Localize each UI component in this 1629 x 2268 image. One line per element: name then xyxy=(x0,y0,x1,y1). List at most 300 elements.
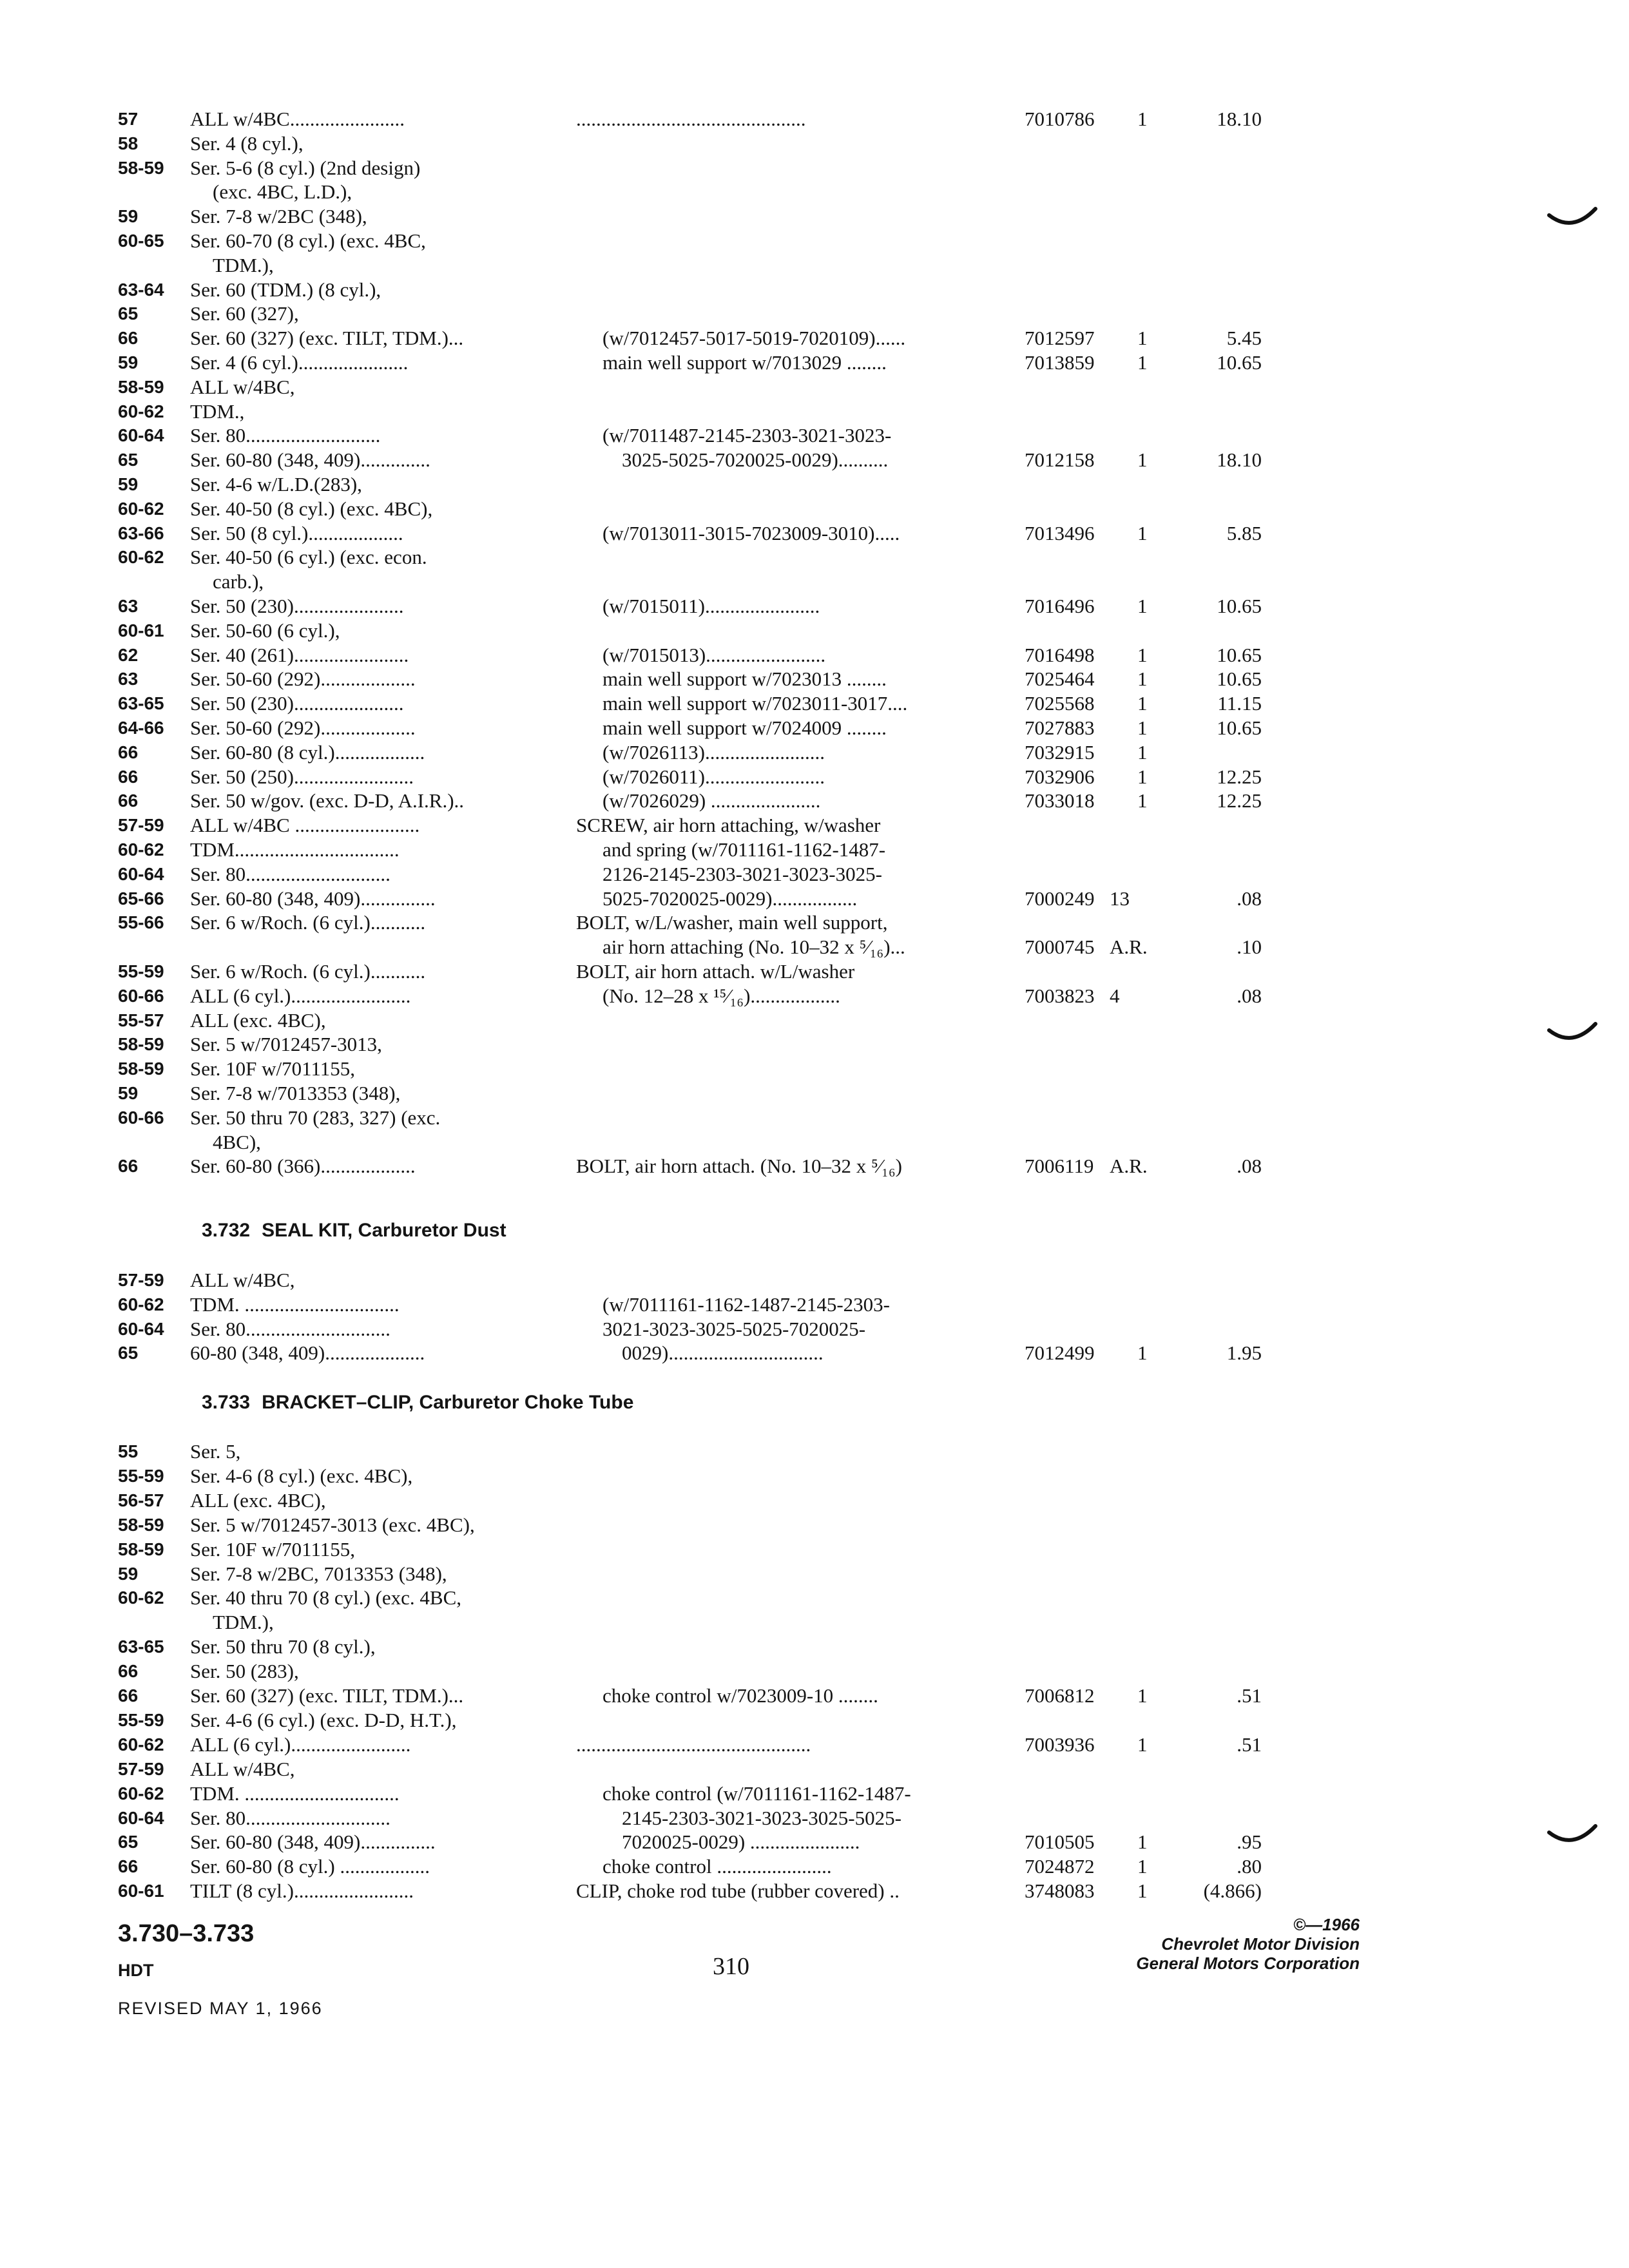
quantity: A.R. xyxy=(1110,936,1148,958)
table-row xyxy=(0,1537,1629,1562)
application: ALL (exc. 4BC), xyxy=(190,1489,326,1512)
description: BOLT, air horn attach. w/L/washer xyxy=(576,960,855,983)
table-row xyxy=(0,984,1629,1008)
quantity: 1 xyxy=(1137,1879,1148,1902)
price: (4.866) xyxy=(1203,1879,1262,1902)
application: Ser. 5, xyxy=(190,1440,241,1463)
description: and spring (w/7011161-1162-1487- xyxy=(602,838,886,861)
application: Ser. 50 w/gov. (exc. D-D, A.I.R.).. xyxy=(190,789,465,812)
quantity: 1 xyxy=(1137,668,1148,690)
price: 1.95 xyxy=(1226,1341,1262,1364)
application: Ser. 5 w/7012457-3013 (exc. 4BC), xyxy=(190,1514,475,1536)
quantity: 1 xyxy=(1137,595,1148,617)
table-row xyxy=(0,1659,1629,1684)
table-row xyxy=(0,545,1629,570)
quantity: 1 xyxy=(1137,522,1148,544)
table-row xyxy=(0,1830,1629,1854)
table-row xyxy=(0,1782,1629,1806)
application: Ser. 50 thru 70 (283, 327) (exc. xyxy=(190,1106,441,1129)
table-row xyxy=(0,1106,1629,1130)
description: SCREW, air horn attaching, w/washer xyxy=(576,814,881,836)
part-number: 7027883 xyxy=(1025,716,1095,739)
model-year: 63-65 xyxy=(118,693,164,713)
table-row xyxy=(0,302,1629,326)
price: .08 xyxy=(1237,985,1262,1007)
description: choke control (w/7011161-1162-1487- xyxy=(602,1782,911,1805)
table-row xyxy=(0,862,1629,887)
quantity: 1 xyxy=(1137,765,1148,788)
application: Ser. 60 (TDM.) (8 cyl.), xyxy=(190,278,381,301)
table-row xyxy=(0,667,1629,691)
model-year: 66 xyxy=(118,767,139,787)
model-year: 55-59 xyxy=(118,1710,164,1730)
model-year: 66 xyxy=(118,1856,139,1876)
model-year: 60-61 xyxy=(118,1881,164,1901)
description: 5025-7020025-0029)................. xyxy=(602,887,858,910)
model-year: 55-66 xyxy=(118,912,164,932)
model-year: 59 xyxy=(118,352,139,372)
application: TDM. ............................... xyxy=(190,1782,400,1805)
application: Ser. 50 (283), xyxy=(190,1660,299,1682)
table-row xyxy=(0,448,1629,472)
model-year: 60-62 xyxy=(118,840,164,860)
table-row xyxy=(0,1081,1629,1106)
part-number: 3748083 xyxy=(1025,1879,1095,1902)
table-row xyxy=(0,180,1629,204)
application: Ser. 5 w/7012457-3013, xyxy=(190,1033,382,1055)
table-row xyxy=(0,1008,1629,1033)
description: 2145-2303-3021-3023-3025-5025- xyxy=(622,1807,901,1829)
quantity: 1 xyxy=(1137,1684,1148,1707)
price: 11.15 xyxy=(1217,692,1262,715)
table-row xyxy=(0,1268,1629,1293)
section-title: SEAL KIT, Carburetor Dust xyxy=(262,1220,506,1241)
price: 5.45 xyxy=(1226,327,1262,349)
description: BOLT, w/L/washer, main well support, xyxy=(576,911,888,934)
description: choke control w/7023009-10 ........ xyxy=(602,1684,878,1707)
description: (w/7015013)........................ xyxy=(602,644,826,666)
section-heading xyxy=(202,1220,506,1242)
application: Ser. 4 (8 cyl.), xyxy=(190,132,304,155)
quantity: 1 xyxy=(1137,741,1148,764)
model-year: 60-62 xyxy=(118,547,164,567)
table-row xyxy=(0,838,1629,862)
quantity: 1 xyxy=(1137,692,1148,715)
model-year: 60-65 xyxy=(118,231,164,251)
part-number: 7012597 xyxy=(1025,327,1095,349)
application: Ser. 7-8 w/2BC (348), xyxy=(190,205,367,227)
table-row xyxy=(0,253,1629,278)
part-number: 7006812 xyxy=(1025,1684,1095,1707)
model-year: 63-66 xyxy=(118,523,164,543)
model-year: 60-62 xyxy=(118,499,164,519)
application: Ser. 40-50 (6 cyl.) (exc. econ. xyxy=(190,546,427,568)
description: choke control ....................... xyxy=(602,1855,832,1878)
application: ALL w/4BC ......................... xyxy=(190,814,420,836)
part-number: 7010786 xyxy=(1025,108,1095,130)
model-year: 66 xyxy=(118,791,139,811)
application: Ser. 60-80 (8 cyl.).................. xyxy=(190,741,425,764)
table-row xyxy=(0,156,1629,180)
application: (exc. 4BC, L.D.), xyxy=(213,180,352,203)
application: Ser. 7-8 w/7013353 (348), xyxy=(190,1082,401,1104)
application: Ser. 80........................... xyxy=(190,424,381,447)
application: Ser. 60-80 (348, 409)............... xyxy=(190,1831,436,1853)
table-row xyxy=(0,1439,1629,1464)
application: TDM. ............................... xyxy=(190,1293,400,1316)
application: Ser. 60-80 (348, 409).............. xyxy=(190,448,430,471)
table-row xyxy=(0,521,1629,546)
footer-section-range: 3.730–3.733 xyxy=(118,1920,255,1947)
description: 2126-2145-2303-3021-3023-3025- xyxy=(602,863,882,885)
table-row xyxy=(0,887,1629,911)
description: ............................................... xyxy=(576,1733,811,1756)
table-row xyxy=(0,399,1629,424)
table-row xyxy=(0,1464,1629,1488)
table-row xyxy=(0,1032,1629,1057)
model-year: 59 xyxy=(118,1564,139,1584)
description: .............................................. xyxy=(576,108,806,130)
model-year: 66 xyxy=(118,1686,139,1706)
section-title: BRACKET–CLIP, Carburetor Choke Tube xyxy=(262,1392,634,1413)
model-year: 64-66 xyxy=(118,718,164,738)
application: ALL (6 cyl.)........................ xyxy=(190,1733,411,1756)
quantity: 1 xyxy=(1137,108,1148,130)
application: Ser. 7-8 w/2BC, 7013353 (348), xyxy=(190,1562,447,1585)
model-year: 65-66 xyxy=(118,889,164,908)
application: Ser. 50 (230)...................... xyxy=(190,692,404,715)
part-number: 7000745 xyxy=(1025,936,1095,958)
application: Ser. 50 (250)........................ xyxy=(190,765,414,788)
quantity: 1 xyxy=(1137,1341,1148,1364)
model-year: 60-61 xyxy=(118,620,164,640)
table-row xyxy=(0,472,1629,497)
description: (w/7026011)........................ xyxy=(602,765,825,788)
model-year: 60-64 xyxy=(118,864,164,884)
description: (w/7012457-5017-5019-7020109)...... xyxy=(602,327,906,349)
quantity: 4 xyxy=(1110,985,1120,1007)
table-row xyxy=(0,1513,1629,1537)
copyright: ©—1966 xyxy=(1293,1915,1360,1934)
quantity: 1 xyxy=(1137,448,1148,471)
part-number: 7016496 xyxy=(1025,595,1095,617)
table-row xyxy=(0,423,1629,448)
price: .80 xyxy=(1237,1855,1262,1878)
application: Ser. 5-6 (8 cyl.) (2nd design) xyxy=(190,157,421,179)
model-year: 66 xyxy=(118,1156,139,1176)
table-row xyxy=(0,959,1629,984)
description: 0029)............................... xyxy=(622,1341,824,1364)
description: (w/7011161-1162-1487-2145-2303- xyxy=(602,1293,890,1316)
part-number: 7010505 xyxy=(1025,1831,1095,1853)
model-year: 66 xyxy=(118,742,139,762)
part-number: 7032906 xyxy=(1025,765,1095,788)
part-number: 7000249 xyxy=(1025,887,1095,910)
application: Ser. 60 (327), xyxy=(190,302,299,325)
application: Ser. 6 w/Roch. (6 cyl.)........... xyxy=(190,960,426,983)
application: 4BC), xyxy=(213,1131,261,1153)
table-row xyxy=(0,813,1629,838)
application: Ser. 4 (6 cyl.)...................... xyxy=(190,351,409,374)
model-year: 55-59 xyxy=(118,1466,164,1486)
model-year: 65 xyxy=(118,1832,139,1852)
description: main well support w/7024009 ........ xyxy=(602,716,887,739)
quantity: 1 xyxy=(1137,789,1148,812)
model-year: 63 xyxy=(118,669,139,689)
table-row xyxy=(0,1879,1629,1903)
description: BOLT, air horn attach. (No. 10–32 x ⁵⁄₁₆) xyxy=(576,1155,902,1177)
application: Ser. 60-80 (348, 409)............... xyxy=(190,887,436,910)
quantity: 1 xyxy=(1137,644,1148,666)
section-number: 3.733 xyxy=(202,1392,251,1413)
binder-hole-mark-top xyxy=(1547,206,1598,232)
table-row xyxy=(0,740,1629,765)
table-row xyxy=(0,570,1629,594)
part-number: 7024872 xyxy=(1025,1855,1095,1878)
model-year: 58 xyxy=(118,133,139,153)
table-row xyxy=(0,643,1629,668)
model-year: 59 xyxy=(118,1083,139,1103)
part-number: 7013859 xyxy=(1025,351,1095,374)
description: 7020025-0029) ...................... xyxy=(622,1831,860,1853)
table-row xyxy=(0,1610,1629,1635)
model-year: 63 xyxy=(118,596,139,616)
model-year: 57-59 xyxy=(118,1759,164,1779)
application: Ser. 40 (261)....................... xyxy=(190,644,409,666)
table-row xyxy=(0,131,1629,156)
description: main well support w/7023013 ........ xyxy=(602,668,887,690)
description: (w/7015011)....................... xyxy=(602,595,820,617)
table-row xyxy=(0,1154,1629,1178)
application: Ser. 4-6 (6 cyl.) (exc. D-D, H.T.), xyxy=(190,1709,457,1731)
application: ALL w/4BC, xyxy=(190,1269,295,1291)
price: 12.25 xyxy=(1217,765,1262,788)
model-year: 60-62 xyxy=(118,1588,164,1608)
model-year: 56-57 xyxy=(118,1490,164,1510)
model-year: 60-62 xyxy=(118,1735,164,1754)
application: Ser. 50-60 (292)................... xyxy=(190,668,416,690)
part-number: 7012158 xyxy=(1025,448,1095,471)
application: Ser. 60-80 (8 cyl.) .................. xyxy=(190,1855,430,1878)
description: 3025-5025-7020025-0029).......... xyxy=(622,448,889,471)
table-row xyxy=(0,1130,1629,1155)
table-row xyxy=(0,691,1629,716)
price: .08 xyxy=(1237,1155,1262,1177)
table-row xyxy=(0,716,1629,740)
table-row xyxy=(0,1562,1629,1586)
model-year: 66 xyxy=(118,1661,139,1681)
price: 10.65 xyxy=(1217,668,1262,690)
corporation-name: General Motors Corporation xyxy=(1136,1954,1360,1973)
model-year: 58-59 xyxy=(118,1059,164,1079)
application: Ser. 80............................. xyxy=(190,1807,390,1829)
model-year: 58-59 xyxy=(118,158,164,178)
application: Ser. 50 (8 cyl.)................... xyxy=(190,522,403,544)
application: Ser. 60 (327) (exc. TILT, TDM.)... xyxy=(190,1684,464,1707)
model-year: 65 xyxy=(118,450,139,470)
description: CLIP, choke rod tube (rubber covered) .. xyxy=(576,1879,900,1902)
quantity: 1 xyxy=(1137,327,1148,349)
model-year: 59 xyxy=(118,206,139,226)
table-row xyxy=(0,204,1629,229)
application: TILT (8 cyl.)........................ xyxy=(190,1879,414,1902)
table-row xyxy=(0,935,1629,959)
section-number: 3.732 xyxy=(202,1220,251,1241)
application: Ser. 80............................. xyxy=(190,1318,390,1340)
price: .51 xyxy=(1237,1733,1262,1756)
model-year: 57-59 xyxy=(118,1270,164,1290)
application: ALL w/4BC, xyxy=(190,376,295,398)
model-year: 57 xyxy=(118,109,139,129)
application: Ser. 6 w/Roch. (6 cyl.)........... xyxy=(190,911,426,934)
application: Ser. 40 thru 70 (8 cyl.) (exc. 4BC, xyxy=(190,1586,462,1609)
application: Ser. 60 (327) (exc. TILT, TDM.)... xyxy=(190,327,464,349)
application: Ser. 40-50 (8 cyl.) (exc. 4BC), xyxy=(190,497,433,520)
price: 10.65 xyxy=(1217,644,1262,666)
model-year: 60-62 xyxy=(118,1294,164,1314)
price: .10 xyxy=(1237,936,1262,958)
model-year: 60-66 xyxy=(118,1108,164,1128)
description: main well support w/7023011-3017.... xyxy=(602,692,908,715)
model-year: 55 xyxy=(118,1441,139,1461)
application: Ser. 10F w/7011155, xyxy=(190,1057,356,1080)
application: ALL w/4BC....................... xyxy=(190,108,405,130)
application: TDM.), xyxy=(213,254,274,276)
description: air horn attaching (No. 10–32 x ⁵⁄₁₆)... xyxy=(602,936,905,958)
part-number: 7032915 xyxy=(1025,741,1095,764)
price: 10.65 xyxy=(1217,595,1262,617)
description: (No. 12–28 x ¹⁵⁄₁₆).................. xyxy=(602,985,840,1007)
model-year: 63-65 xyxy=(118,1637,164,1657)
footer-publisher xyxy=(1136,1915,1360,1973)
application: ALL w/4BC, xyxy=(190,1758,295,1780)
model-year: 60-66 xyxy=(118,986,164,1006)
part-number: 7016498 xyxy=(1025,644,1095,666)
quantity: 1 xyxy=(1137,1733,1148,1756)
model-year: 58-59 xyxy=(118,1034,164,1054)
application: Ser. 50 thru 70 (8 cyl.), xyxy=(190,1635,376,1658)
application: ALL (6 cyl.)........................ xyxy=(190,985,411,1007)
footer-revised-date: REVISED MAY 1, 1966 xyxy=(118,1999,323,2018)
table-row xyxy=(0,1293,1629,1317)
price: .08 xyxy=(1237,887,1262,910)
quantity: 1 xyxy=(1137,351,1148,374)
table-row xyxy=(0,326,1629,351)
table-row xyxy=(0,278,1629,302)
price: 12.25 xyxy=(1217,789,1262,812)
description: (w/7026113)........................ xyxy=(602,741,825,764)
part-number: 7025464 xyxy=(1025,668,1095,690)
footer-code: HDT xyxy=(118,1961,154,1980)
table-row xyxy=(0,1057,1629,1081)
price: 5.85 xyxy=(1226,522,1262,544)
part-number: 7003936 xyxy=(1025,1733,1095,1756)
division-name: Chevrolet Motor Division xyxy=(1161,1934,1360,1954)
description: (w/7011487-2145-2303-3021-3023- xyxy=(602,424,892,447)
model-year: 62 xyxy=(118,645,139,665)
part-number: 7003823 xyxy=(1025,985,1095,1007)
table-row xyxy=(0,910,1629,935)
binder-hole-mark-middle xyxy=(1547,1021,1598,1047)
application: Ser. 10F w/7011155, xyxy=(190,1538,356,1561)
application: Ser. 60-80 (366)................... xyxy=(190,1155,416,1177)
part-number: 7025568 xyxy=(1025,692,1095,715)
part-number: 7012499 xyxy=(1025,1341,1095,1364)
binder-hole-mark-bottom xyxy=(1547,1823,1598,1849)
price: 10.65 xyxy=(1217,716,1262,739)
table-row xyxy=(0,107,1629,131)
application: Ser. 4-6 w/L.D.(283), xyxy=(190,473,362,495)
table-row xyxy=(0,1635,1629,1659)
application: Ser. 4-6 (8 cyl.) (exc. 4BC), xyxy=(190,1465,413,1487)
table-row xyxy=(0,497,1629,521)
price: 10.65 xyxy=(1217,351,1262,374)
application: 60-80 (348, 409).................... xyxy=(190,1341,425,1364)
application: Ser. 60-70 (8 cyl.) (exc. 4BC, xyxy=(190,229,426,252)
model-year: 65 xyxy=(118,1343,139,1363)
table-row xyxy=(0,1341,1629,1365)
price: 18.10 xyxy=(1217,108,1262,130)
description: main well support w/7013029 ........ xyxy=(602,351,887,374)
model-year: 60-62 xyxy=(118,1783,164,1803)
table-row xyxy=(0,1733,1629,1757)
model-year: 59 xyxy=(118,474,139,494)
price: .51 xyxy=(1237,1684,1262,1707)
table-row xyxy=(0,789,1629,813)
table-row xyxy=(0,1708,1629,1733)
table-row xyxy=(0,765,1629,789)
part-number: 7013496 xyxy=(1025,522,1095,544)
model-year: 60-64 xyxy=(118,425,164,445)
section-heading xyxy=(202,1392,633,1414)
application: TDM................................. xyxy=(190,838,400,861)
model-year: 63-64 xyxy=(118,280,164,300)
application: Ser. 50-60 (292)................... xyxy=(190,716,416,739)
application: Ser. 50 (230)...................... xyxy=(190,595,404,617)
table-row xyxy=(0,229,1629,253)
model-year: 58-59 xyxy=(118,1539,164,1559)
model-year: 60-64 xyxy=(118,1319,164,1339)
price: 18.10 xyxy=(1217,448,1262,471)
description: (w/7026029) ...................... xyxy=(602,789,821,812)
price: .95 xyxy=(1237,1831,1262,1853)
table-row xyxy=(0,619,1629,643)
application: TDM.), xyxy=(213,1611,274,1633)
quantity: 13 xyxy=(1110,887,1130,910)
quantity: A.R. xyxy=(1110,1155,1148,1177)
table-row xyxy=(0,1317,1629,1341)
model-year: 58-59 xyxy=(118,377,164,397)
table-row xyxy=(0,1806,1629,1831)
table-row xyxy=(0,1586,1629,1610)
table-row xyxy=(0,1854,1629,1879)
table-row xyxy=(0,594,1629,619)
model-year: 55-57 xyxy=(118,1010,164,1030)
model-year: 57-59 xyxy=(118,815,164,835)
table-row xyxy=(0,375,1629,399)
application: carb.), xyxy=(213,570,264,593)
model-year: 60-62 xyxy=(118,401,164,421)
quantity: 1 xyxy=(1137,716,1148,739)
model-year: 65 xyxy=(118,303,139,323)
table-row xyxy=(0,1488,1629,1513)
model-year: 58-59 xyxy=(118,1515,164,1535)
description: 3021-3023-3025-5025-7020025- xyxy=(602,1318,866,1340)
description: (w/7013011-3015-7023009-3010)..... xyxy=(602,522,900,544)
quantity: 1 xyxy=(1137,1831,1148,1853)
model-year: 66 xyxy=(118,328,139,348)
application: TDM., xyxy=(190,400,245,423)
